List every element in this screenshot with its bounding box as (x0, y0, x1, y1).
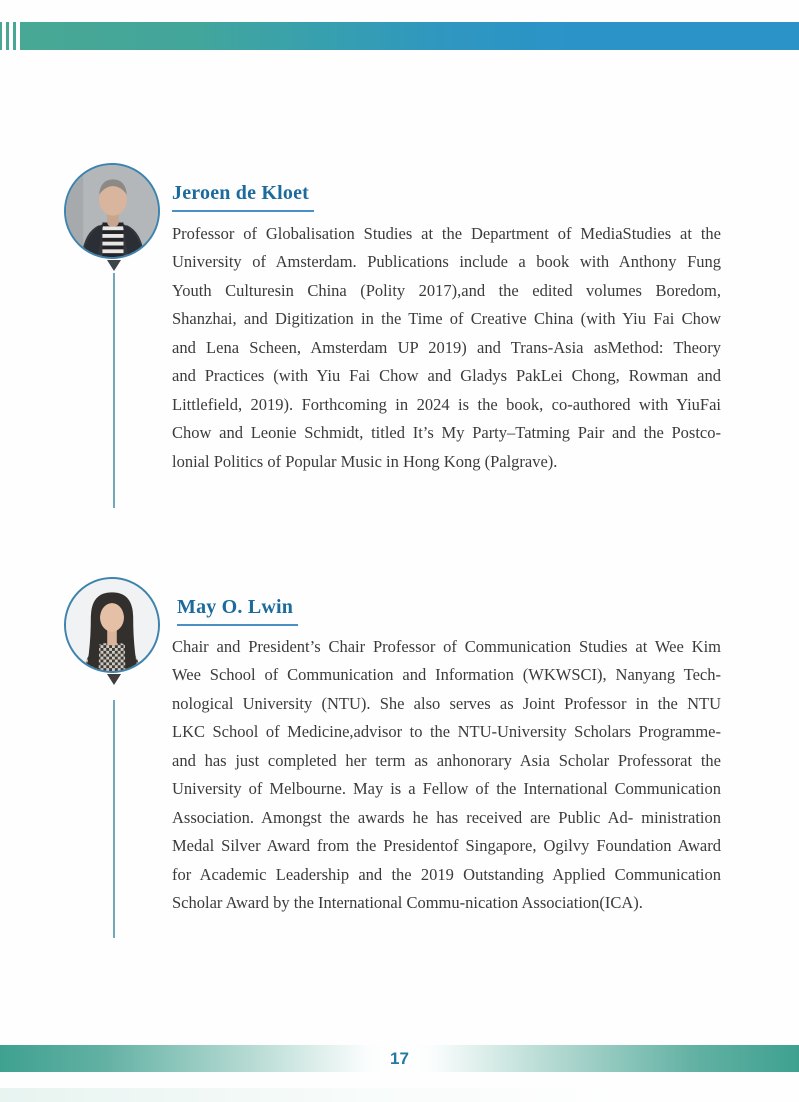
bio-line: LKC School of Medicine,advisor to the NTU-University Scholars Programme- (172, 722, 721, 742)
header-accent-bar (0, 22, 799, 50)
bio-line: and has just completed her term as anhonorary Asia Scholar Professorat the (172, 750, 721, 770)
bio-line: Youth Culturesin China (Polity 2017),and the edited volumes Boredom, (172, 280, 721, 300)
bio-line: Littlefield, 2019). Forthcoming in 2024 is the book, co-authored with YiuFai (172, 394, 721, 414)
footer-accent-bar (0, 1045, 799, 1072)
bio-line: for Academic Leadership and the 2019 Outstanding Applied Communication (172, 864, 721, 884)
bio-line: University of Melbourne. May is a Fellow of the International Communication (172, 779, 721, 799)
page-number: 17 (390, 1048, 409, 1068)
header-stripe-icon (16, 22, 20, 50)
bottom-tint-band (0, 1088, 799, 1102)
timeline-connector-line (113, 700, 115, 938)
speaker-name-link[interactable]: May O. Lwin (177, 596, 298, 626)
bio-line: Chow and Leonie Schmidt, titled It’s My Party–Tatming Pair and the Postco- (172, 423, 721, 443)
bio-line: Scholar Award by the International Commu-nication Association(ICA). (172, 892, 643, 912)
header-stripe-icon (9, 22, 13, 50)
timeline-connector-line (113, 273, 115, 508)
speaker-name-link[interactable]: Jeroen de Kloet (172, 182, 314, 212)
bio-line: Medal Silver Award from the Presidentof Singapore, Ogilvy Foundation Award (172, 836, 721, 856)
speaker-bio-text (172, 220, 721, 476)
bio-line: Professor of Globalisation Studies at the Department of MediaStudies at the (172, 224, 721, 243)
bio-line: Association. Amongst the awards he has received are Public Ad- ministration (172, 807, 721, 827)
speaker-photo-may (64, 577, 160, 673)
speaker-photo-jeroen (64, 163, 160, 259)
bio-line: lonial Politics of Popular Music in Hong Kong (Palgrave). (172, 451, 558, 471)
avatar-pointer-icon (107, 674, 121, 685)
bio-line: Shanzhai, and Digitization in the Time of Creative China (with Yiu Fai Chow (172, 309, 721, 329)
bio-line: Chair and President’s Chair Professor of Communication Studies at Wee Kim (172, 637, 721, 656)
bio-line: and Lena Scheen, Amsterdam UP 2019) and Trans-Asia asMethod: Theory (172, 337, 721, 357)
avatar-pointer-icon (107, 260, 121, 271)
man-portrait-icon (66, 165, 158, 257)
bio-line: nological University (NTU). She also serves as Joint Professor in the NTU (172, 693, 721, 713)
header-stripe-icon (2, 22, 6, 50)
woman-portrait-icon (66, 579, 158, 671)
bio-line: and Practices (with Yiu Fai Chow and Gladys PakLei Chong, Rowman and (172, 366, 721, 386)
speaker-bio-text (172, 633, 721, 917)
bio-line: University of Amsterdam. Publications include a book with Anthony Fung (172, 252, 721, 272)
bio-line: Wee School of Communication and Information (WKWSCI), Nanyang Tech- (172, 665, 721, 685)
